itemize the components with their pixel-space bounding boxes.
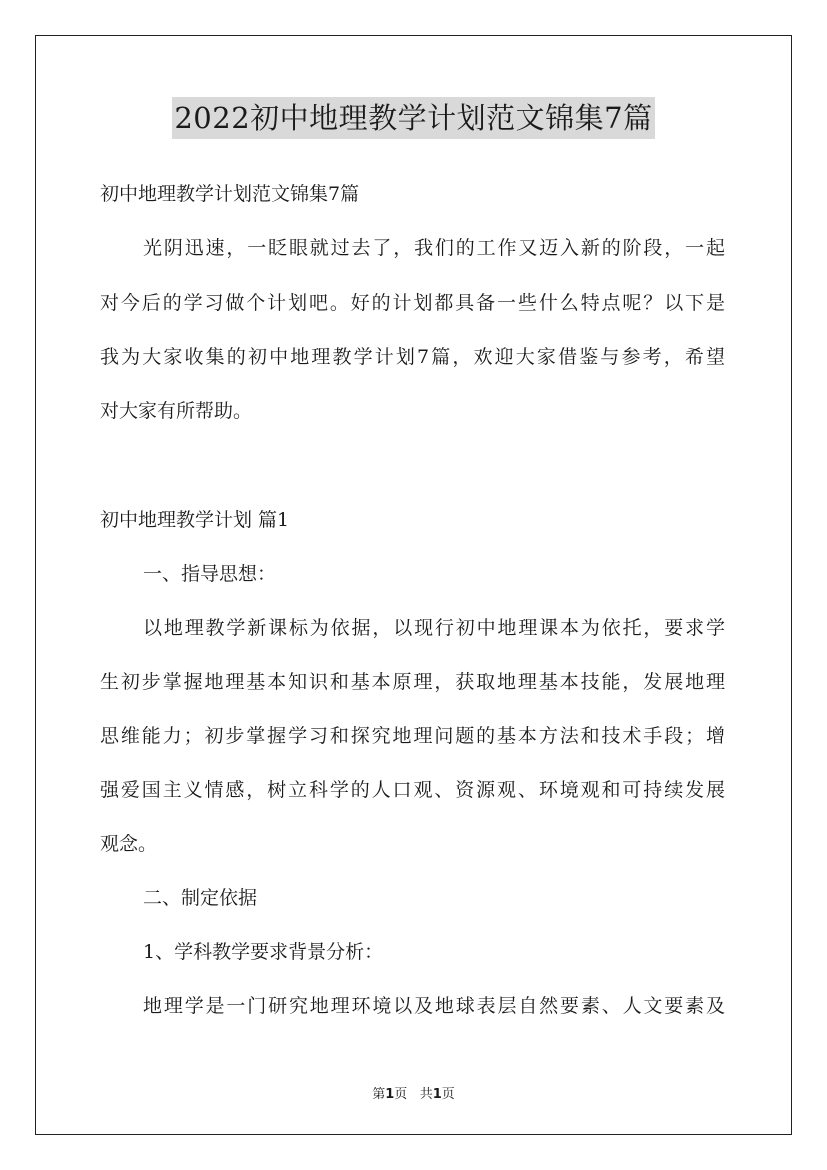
heading-guiding-thought: 一、指导思想： [143,563,277,585]
total-pages: 1 [432,1087,442,1102]
guiding-line-2: 生初步掌握地理基本知识和基本原理，获取地理基本技能，发展地理 [100,671,725,693]
document-title: 2022初中地理教学计划范文锦集7篇 [172,97,654,139]
guiding-line-3: 思维能力；初步掌握学习和探究地理问题的基本方法和技术手段；增 [100,725,725,747]
guiding-line-4: 强爱国主义情感，树立科学的人口观、资源观、环境观和可持续发展 [100,779,725,801]
guiding-line-1: 以地理教学新课标为依据，以现行初中地理课本为依托，要求学 [143,617,725,639]
heading-basis: 二、制定依据 [143,887,258,909]
guiding-line-5: 观念。 [100,833,158,855]
page-label-prefix: 第 [372,1087,386,1102]
intro-line-1: 光阴迅速，一眨眼就过去了，我们的工作又迈入新的阶段，一起 [143,237,725,259]
title-container [0,97,827,139]
analysis-line-1: 地理学是一门研究地理环境以及地球表层自然要素、人文要素及 [143,995,725,1017]
document-subtitle: 初中地理教学计划范文锦集7篇 [100,183,360,205]
intro-line-2: 对今后的学习做个计划吧。好的计划都具备一些什么特点呢？以下是 [100,292,725,314]
page-footer [0,1083,827,1102]
intro-line-3: 我为大家收集的初中地理教学计划7篇，欢迎大家借鉴与参考，希望 [100,346,725,368]
page-number: 1 [385,1087,395,1102]
intro-line-4: 对大家有所帮助。 [100,400,253,422]
section1-heading: 初中地理教学计划 篇1 [100,509,290,531]
total-label-prefix: 共 [419,1087,433,1102]
total-label-suffix: 页 [441,1087,455,1102]
heading-analysis: 1、学科教学要求背景分析： [143,941,384,963]
page-label-suffix: 页 [394,1087,408,1102]
